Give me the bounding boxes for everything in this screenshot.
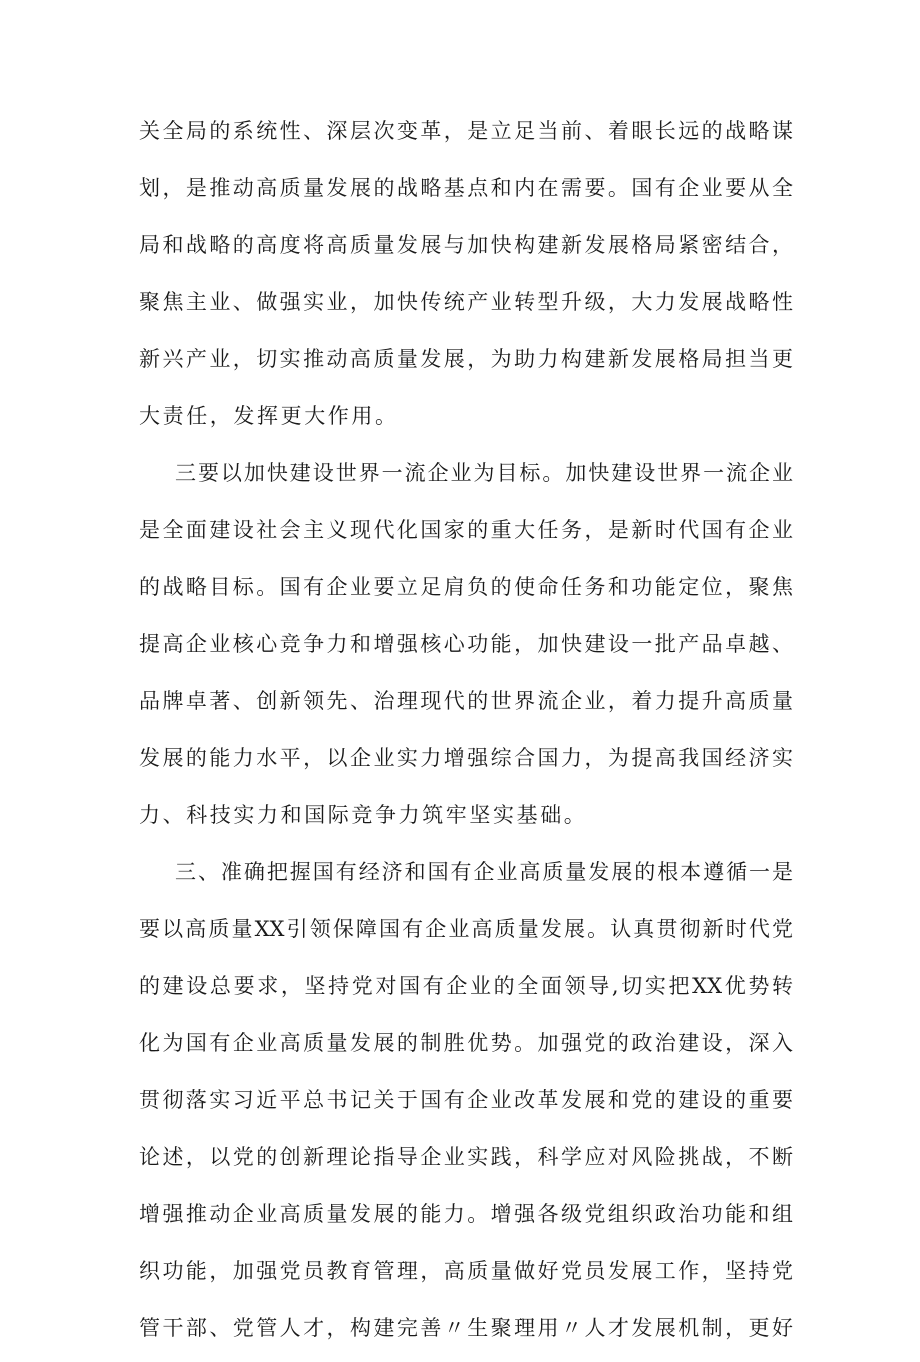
text-line-12: 发展的能力水平，以企业实力增强综合国力，为提高我国经济实 (139, 746, 793, 770)
text-line-3: 局和战略的高度将高质量发展与加快构建新发展格局紧密结合， (139, 233, 793, 257)
text-line-16: 的建设总要求，坚持党对国有企业的全面领导,切实把XX优势转 (139, 974, 793, 998)
text-line-10: 提高企业核心竞争力和增强核心功能，加快建设一批产品卓越、 (139, 632, 793, 656)
text-line-17: 化为国有企业高质量发展的制胜优势。加强党的政治建设，深入 (139, 1031, 793, 1055)
text-line-6: 大责任，发挥更大作用。 (139, 404, 399, 428)
text-line-7: 三要以加快建设世界一流企业为目标。加快建设世界一流企业 (175, 461, 793, 485)
text-line-20: 增强推动企业高质量发展的能力。增强各级党组织政治功能和组 (139, 1202, 793, 1226)
text-line-1: 关全局的系统性、深层次变革，是立足当前、着眼长远的战略谋 (139, 119, 793, 143)
text-line-4: 聚焦主业、做强实业，加快传统产业转型升级，大力发展战略性 (139, 290, 793, 314)
text-line-15: 要以高质量XX引领保障国有企业高质量发展。认真贯彻新时代党 (139, 917, 793, 941)
text-line-21: 织功能，加强党员教育管理，高质量做好党员发展工作，坚持党 (139, 1259, 793, 1283)
text-line-13: 力、科技实力和国际竞争力筑牢坚实基础。 (139, 803, 588, 827)
text-line-2: 划，是推动高质量发展的战略基点和内在需要。国有企业要从全 (139, 176, 793, 200)
document-body (139, 108, 793, 1362)
text-line-8: 是全面建设社会主义现代化国家的重大任务，是新时代国有企业 (139, 518, 793, 542)
text-line-19: 论述，以党的创新理论指导企业实践，科学应对风险挑战，不断 (139, 1145, 793, 1169)
text-line-5: 新兴产业，切实推动高质量发展，为助力构建新发展格局担当更 (139, 347, 793, 371)
text-line-14: 三、准确把握国有经济和国有企业高质量发展的根本遵循一是 (175, 860, 793, 884)
text-line-18: 贯彻落实习近平总书记关于国有企业改革发展和党的建设的重要 (139, 1088, 793, 1112)
text-line-11: 品牌卓著、创新领先、治理现代的世界流企业，着力提升高质量 (139, 689, 793, 713)
text-line-9: 的战略目标。国有企业要立足肩负的使命任务和功能定位，聚焦 (139, 575, 793, 599)
text-line-22: 管干部、党管人才，构建完善〃生聚理用〃人才发展机制，更好 (139, 1316, 793, 1340)
